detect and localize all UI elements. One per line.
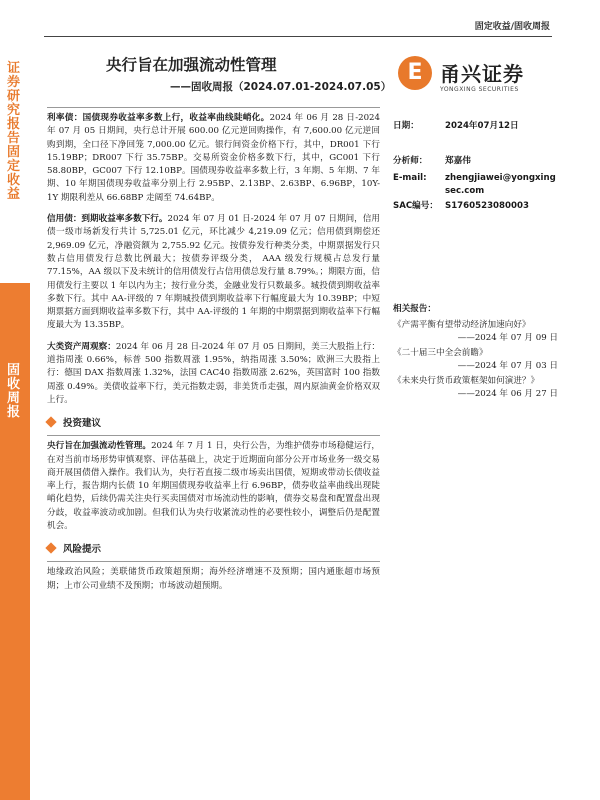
section-divider <box>47 561 380 562</box>
paragraph-text: 2024 年 07 月 01 日-2024 年 07 月 07 日期间，信用债一级市场新发行共计 5,725.01 亿元，环比减少 4,219.09 亿元；信用债到期偿还 2,969.09 亿元，净融资额为 2,755.92 亿元。按债券发行种类分类，中期票据发行只数占信用债发行总数比例最大；按债券评级分类， AAA 级发行规模占总发行量 77.15%，AA 级以下及未统计的信用债发行占信用债总发行量 8.79%。；期限方面，信用债发行主要以 1 年以内为主；按行业分类，金融业发行只数最多。城投债到期收益率多数下行。其中 AA-评级的 7 年期城投债到期收益率下行幅度最大为 10.39BP；中短期票据方面到期收益率多数下行，其中 AA-评级的 1 年期的中期票据到期收益率下行幅度最大为 13.35BP。 <box>47 214 380 331</box>
paragraph-lead: 央行旨在加强流动性管理。 <box>47 441 152 452</box>
logo-mark-icon: E <box>398 56 432 90</box>
paragraph-risk: 地缘政治风险；美联储货币政策超预期；海外经济增速不及预期；国内通胀超市场预期；上市公司业绩不及预期；市场波动超预期。 <box>47 567 380 591</box>
left-sidebar <box>0 0 30 800</box>
related-heading: 相关报告： <box>393 304 436 314</box>
paragraph-text: 2024 年 06 月 28 日-2024 年 07 月 05 日期间，美三大股指上行：道指周涨 0.66%，标普 500 指数周涨 1.95%，纳指周涨 3.50%；欧洲三大股指上行：德国 DAX 指数周涨 1.32%，法国 CAC40 指数周涨 2.62%，英国富时 100 指数周涨 0.49%。美债收益率下行，美元指数走弱，非美货币走强，周内原油黄金价格双双上行。 <box>47 341 380 405</box>
sidebar-accent-bar <box>0 283 30 800</box>
section-heading-text: 投资建议 <box>63 418 102 430</box>
info-value: 2024年07月12日 <box>445 121 519 131</box>
paragraph-lead: 信用债：到期收益率多数下行。 <box>47 214 168 225</box>
section-heading-risk <box>47 541 380 555</box>
related-report-link[interactable]: 《未来央行货币政策框架如何演进？》 <box>393 375 540 386</box>
paragraph-lead: 利率债：国债现券收益率多数上行，收益率曲线陡峭化。 <box>47 113 270 123</box>
related-reports <box>393 303 558 403</box>
related-report-date: ——2024 年 06 月 27 日 <box>457 389 558 399</box>
company-logo <box>398 56 558 102</box>
paragraph-lead: 大类资产周观察： <box>47 341 116 352</box>
sidebar-brand-text: 证券研究报告 固定收益 <box>7 61 21 202</box>
section-bullet-icon <box>45 543 56 554</box>
section-bullet-icon <box>45 417 56 428</box>
paragraph-assets <box>47 341 380 407</box>
section-heading-text: 风险提示 <box>63 544 102 556</box>
sidebar-category-text: 固收周报 <box>7 363 21 420</box>
report-info <box>393 120 558 213</box>
logo-name: 甬兴证券 <box>440 62 524 86</box>
main-content <box>47 107 380 601</box>
info-label: 日期： <box>393 121 419 131</box>
paragraph-rates <box>47 112 380 205</box>
info-label: 分析师： <box>393 156 428 166</box>
report-title: 央行旨在加强流动性管理 <box>106 56 277 74</box>
info-value: S1760523080003 <box>445 201 529 211</box>
logo-subtitle: YONGXING SECURITIES <box>440 86 519 93</box>
info-label: SAC编号： <box>393 201 438 211</box>
section-heading-advice <box>47 415 380 429</box>
info-email <box>393 172 558 198</box>
related-report-link[interactable]: 《二十届三中全会前瞻》 <box>393 347 488 358</box>
paragraph-text: 2024 年 7 月 1 日，央行公告，为维护债券市场稳健运行，在对当前市场形势审慎观察、评估基础上，决定于近期面向部分公开市场业务一级交易商开展国债借入操作。我们认为，央行若直接二级市场卖出国债，短期或带动长债收益率上行，报告期内长债 10 年期国债现券收益率上行 6.96BP，债券收益率曲线出现陡峭化趋势，后续仍需关注央行买卖国债对市场流动性的影响，债券交易盘和配置盘出现分歧，收益率波动或加剧。但我们认为央行收紧流动性的必要性较小，调整后仍是配置机会。 <box>47 441 380 532</box>
paragraph-text: 2024 年 06 月 28 日-2024 年 07 月 05 日期间，央行总计开展 600.00 亿元逆回购操作，有 7,600.00 亿元逆回购到期，全口径下净回笼 7,000.00 亿元。银行间资金价格下行，其中，DR001 下行 15.19BP；DR007 下行 35.75BP。交易所资金价格多数下行，其中，GC001 下行 58.80BP，GC007 下行 12.10BP。国债现券收益率多数上行，3 年期、5 年期、7 年期、10 年期国债现券收益率分别上行 2.95BP、2.13BP、2.63BP、6.96BP，10Y-1Y 期限利差从 66.68BP 走阔至 74.64BP。 <box>47 113 380 203</box>
info-email-link[interactable]: zhengjiawei@yongxingsec.com <box>445 173 556 196</box>
related-report-link[interactable]: 《产需平衡有望带动经济加速向好》 <box>393 319 531 330</box>
info-sac <box>393 200 558 213</box>
report-subtitle: ——固收周报（2024.07.01-2024.07.05） <box>170 81 392 93</box>
related-report-date: ——2024 年 07 月 09 日 <box>457 333 558 343</box>
info-date <box>393 120 558 133</box>
content-divider <box>47 107 380 108</box>
info-analyst <box>393 155 558 168</box>
header-divider <box>44 36 552 37</box>
section-divider <box>47 435 380 436</box>
paragraph-advice <box>47 440 380 533</box>
info-label: E-mail: <box>393 173 427 183</box>
related-report-date: ——2024 年 07 月 03 日 <box>457 361 558 371</box>
category-tag: 固定收益/固收周报 <box>474 22 550 32</box>
paragraph-credit <box>47 213 380 333</box>
info-value: 郑嘉伟 <box>445 156 471 166</box>
